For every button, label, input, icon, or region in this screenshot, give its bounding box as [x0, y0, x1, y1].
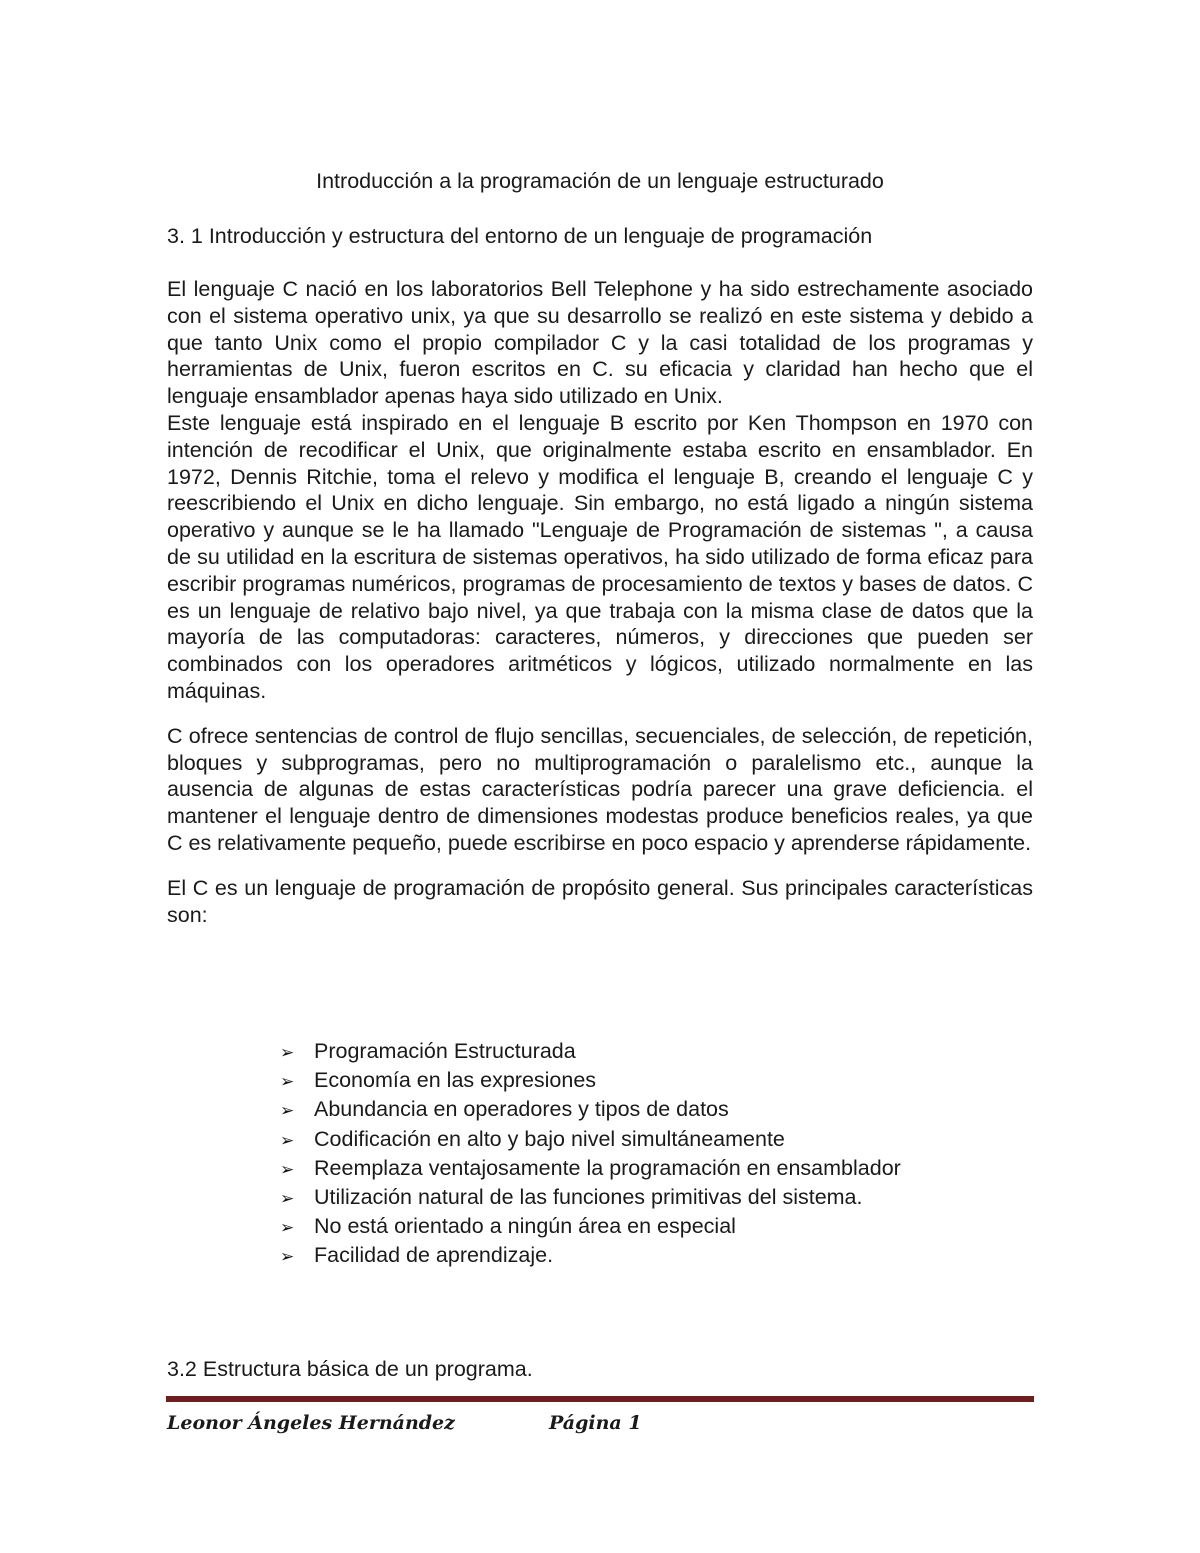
- feature-list: [280, 1038, 1040, 1272]
- list-item: [280, 1242, 1040, 1271]
- arrowhead-bullet-icon: ➢: [280, 1218, 295, 1239]
- footer-author: Leonor Ángeles Hernández: [167, 1412, 455, 1434]
- arrowhead-bullet-icon: ➢: [280, 1043, 295, 1063]
- list-item: [280, 1126, 1040, 1155]
- footer-divider: [166, 1396, 1034, 1402]
- paragraph: Este lenguaje está inspirado en el lenguaje B escrito por Ken Thompson en 1970 con intención de recodificar el Unix, que originalmente estaba escrito en ensamblador. En 1972, Dennis Ritchie, toma el relevo y modifica el lenguaje B, creando el lenguaje C y reescribiendo el Unix en dicho lenguaje. Sin embargo, no está ligado a ningún sistema operativo y aunque se le ha llamado "Lenguaje de Programación de sistemas ", a causa de su utilidad en la escritura de sistemas operativos, ha sido utilizado de forma eficaz para escribir programas numéricos, programas de procesamiento de textos y bases de datos. C es un lenguaje de relativo bajo nivel, ya que trabaja con la misma clase de datos que la mayoría de las computadoras: caracteres, números, y direcciones que pueden ser combinados con los operadores aritméticos y lógicos, utilizado normalmente en las máquinas.: [167, 410, 1033, 703]
- arrowhead-bullet-icon: ➢: [280, 1130, 295, 1151]
- list-item: [280, 1184, 1040, 1213]
- arrowhead-bullet-icon: ➢: [280, 1101, 295, 1122]
- list-item-text: Utilización natural de las funciones primitivas del sistema.: [314, 1185, 863, 1210]
- section-heading-2: 3.2 Estructura básica de un programa.: [167, 1357, 533, 1381]
- list-item: [280, 1067, 1040, 1096]
- arrowhead-bullet-icon: ➢: [280, 1247, 295, 1268]
- page-number: Página 1: [549, 1412, 642, 1434]
- list-item-text: Programación Estructurada: [314, 1039, 576, 1063]
- list-item-text: Abundancia en operadores y tipos de datos: [314, 1097, 729, 1122]
- paragraph: El lenguaje C nació en los laboratorios Bell Telephone y ha sido estrechamente asociado con el sistema operativo unix, ya que su desarrollo se realizó en este sistema y debido a que tanto Unix como el propio compilador C y la casi totalidad de los programas y herramientas de Unix, fueron escritos en C. su eficacia y claridad han hecho que el lenguaje ensamblador apenas haya sido utilizado en Unix.: [167, 277, 1033, 409]
- list-item: [280, 1213, 1040, 1242]
- list-item: [280, 1038, 1040, 1067]
- list-item-text: Codificación en alto y bajo nivel simultáneamente: [314, 1126, 785, 1151]
- document-title: Introducción a la programación de un lenguaje estructurado: [316, 169, 884, 193]
- arrowhead-bullet-icon: ➢: [280, 1159, 295, 1180]
- list-item-text: Reemplaza ventajosamente la programación en ensamblador: [314, 1155, 901, 1180]
- arrowhead-bullet-icon: ➢: [280, 1189, 295, 1210]
- paragraph: El C es un lenguaje de programación de propósito general. Sus principales características son:: [167, 875, 1033, 927]
- list-item: [280, 1096, 1040, 1125]
- list-item: [280, 1155, 1040, 1184]
- list-item-text: No está orientado a ningún área en especial: [314, 1214, 736, 1239]
- list-item-text: Facilidad de aprendizaje.: [314, 1243, 554, 1268]
- arrowhead-bullet-icon: ➢: [280, 1072, 295, 1093]
- list-item-text: Economía en las expresiones: [314, 1068, 597, 1093]
- paragraph: C ofrece sentencias de control de flujo sencillas, secuenciales, de selección, de repetición, bloques y subprogramas, pero no multiprogramación o paralelismo etc., aunque la ausencia de algunas de estas características podría parecer una grave deficiencia. el mantener el lenguaje dentro de dimensiones modestas produce beneficios reales, ya que C es relativamente pequeño, puede escribirse en poco espacio y aprenderse rápidamente.: [167, 723, 1033, 855]
- body-text: [167, 276, 1033, 928]
- section-heading: 3. 1 Introducción y estructura del entorno de un lenguaje de programación: [167, 224, 873, 248]
